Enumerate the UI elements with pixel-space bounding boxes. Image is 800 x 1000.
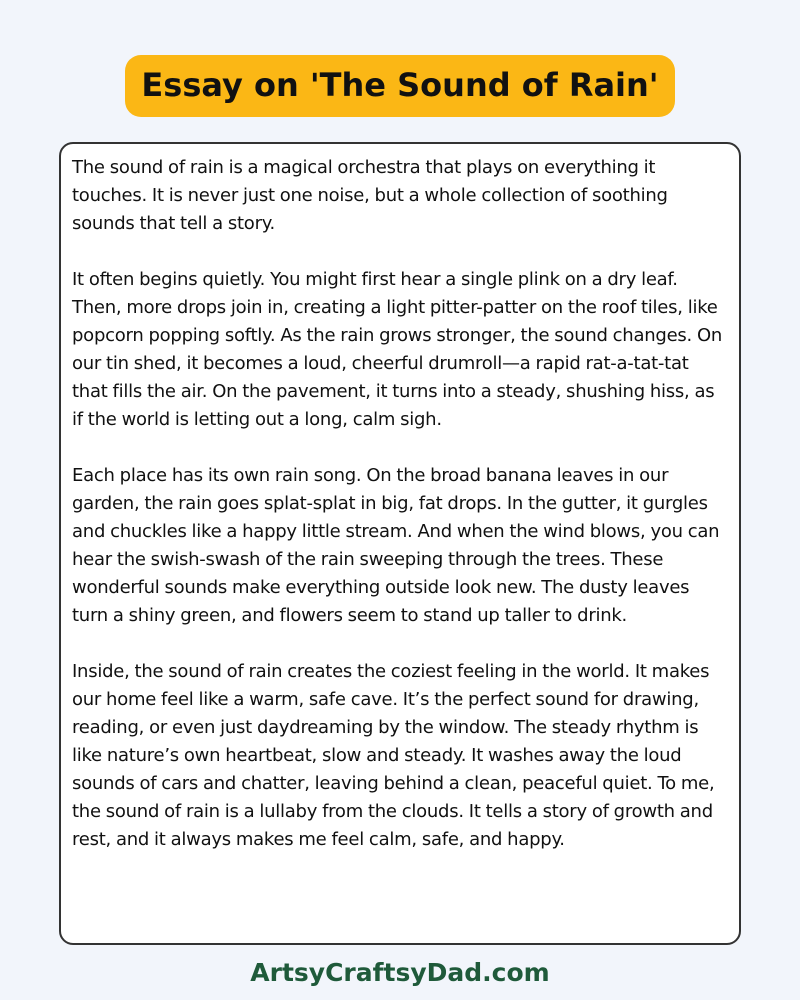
essay-paragraph-4: Inside, the sound of rain creates the coziest feeling in the world. It makes our home feel like a warm, safe cave. It’s the perfect sound for drawing, reading, or even just daydreaming by the window. The steady rhythm is like nature’s own heartbeat, slow and steady. It washes away the loud sounds of cars and chatter, leaving behind a clean, peaceful quiet. To me, the sound of rain is a lullaby from the clouds. It tells a story of growth and rest, and it always makes me feel calm, safe, and happy. [72, 661, 715, 850]
essay-paragraph-1: The sound of rain is a magical orchestra that plays on everything it touches. It is never just one noise, but a whole collection of soothing sounds that tell a story. [72, 157, 668, 234]
page-title: Essay on 'The Sound of Rain' [125, 55, 674, 117]
essay-box [59, 142, 741, 945]
essay-paragraph-2: It often begins quietly. You might first hear a single plink on a dry leaf. Then, more drops join in, creating a light pitter-patter on the roof tiles, like popcorn popping softly. As the rain grows stronger, the sound changes. On our tin shed, it becomes a loud, cheerful drumroll—a rapid rat-a-tat-tat that fills the air. On the pavement, it turns into a steady, shushing hiss, as if the world is letting out a long, calm sigh. [72, 269, 723, 430]
site-footer-brand: ArtsyCraftsyDad.com [250, 958, 550, 987]
essay-paragraph-3: Each place has its own rain song. On the broad banana leaves in our garden, the rain goes splat-splat in big, fat drops. In the gutter, it gurgles and chuckles like a happy little stream. And when the wind blows, you can hear the swish-swash of the rain sweeping through the trees. These wonderful sounds make everything outside look new. The dusty leaves turn a shiny green, and flowers seem to stand up taller to drink. [72, 465, 720, 626]
title-area [0, 0, 800, 117]
